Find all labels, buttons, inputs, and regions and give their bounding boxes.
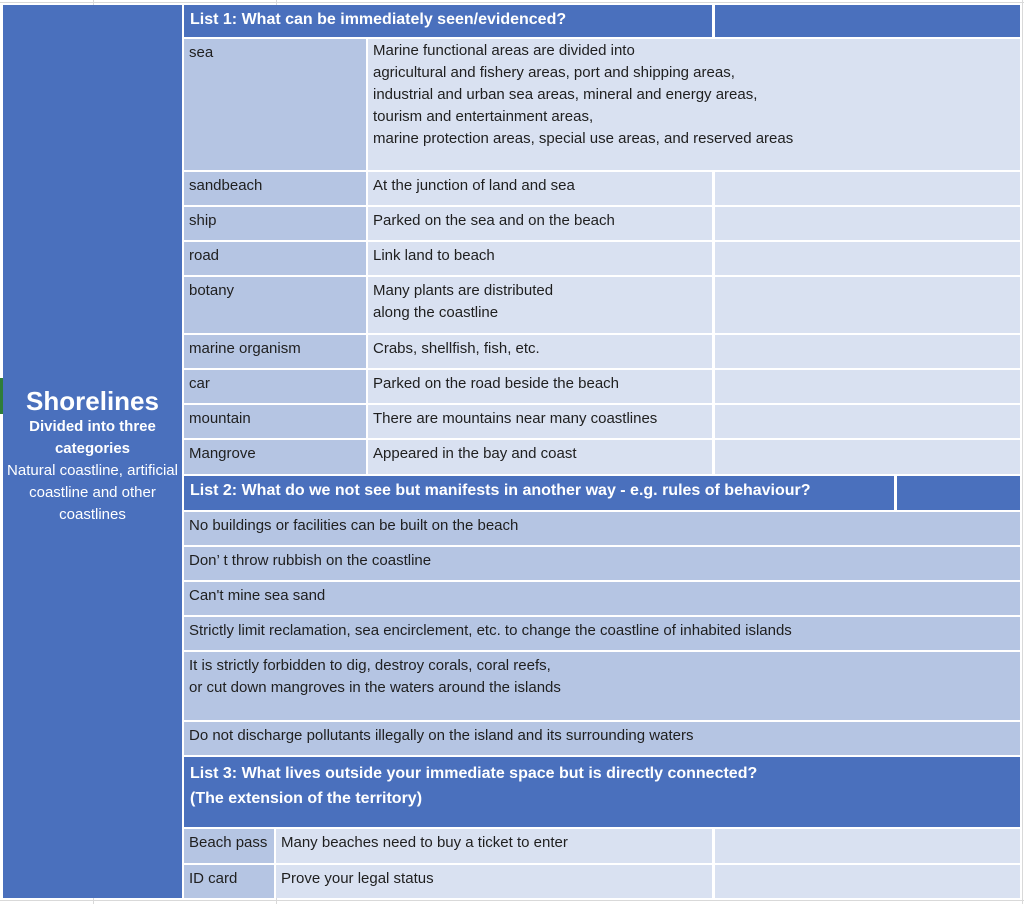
list1-description[interactable]: Marine functional areas are divided into agricultural and fishery areas, port and shipping areas, industrial and urban sea areas, mineral and energy areas, tourism and entertainment areas, marine protection areas, special use areas, and reserved areas (368, 39, 1020, 170)
list3-item[interactable]: Beach pass (184, 829, 274, 863)
list1-description[interactable]: Crabs, shellfish, fish, etc. (368, 335, 712, 368)
list1-description[interactable]: At the junction of land and sea (368, 172, 712, 205)
list2-rule[interactable]: Do not discharge pollutants illegally on the island and its surrounding waters (184, 722, 1020, 755)
shorelines-panel[interactable] (3, 5, 182, 898)
list1-item[interactable]: mountain (184, 405, 366, 438)
list1-empty-cell[interactable] (715, 405, 1020, 438)
list1-item[interactable]: botany (184, 277, 366, 333)
list2-rule[interactable]: Don’ t throw rubbish on the coastline (184, 547, 1020, 580)
list1-item[interactable]: sandbeach (184, 172, 366, 205)
list1-empty-cell[interactable] (715, 277, 1020, 333)
shorelines-title: Shorelines (26, 385, 159, 416)
list1-empty-cell[interactable] (715, 242, 1020, 275)
list1-description[interactable]: Appeared in the bay and coast (368, 440, 712, 474)
list1-description[interactable]: Parked on the road beside the beach (368, 370, 712, 403)
list3-header[interactable]: List 3: What lives outside your immediate space but is directly connected? (The extension of the territory) (184, 757, 1020, 827)
list1-item[interactable]: Mangrove (184, 440, 366, 474)
list1-description[interactable]: Parked on the sea and on the beach (368, 207, 712, 240)
gridline (0, 2, 1024, 3)
list1-empty-cell[interactable] (715, 172, 1020, 205)
list1-item[interactable]: car (184, 370, 366, 403)
list3-empty-cell[interactable] (715, 829, 1020, 863)
list1-description[interactable]: There are mountains near many coastlines (368, 405, 712, 438)
list1-empty-cell[interactable] (715, 440, 1020, 474)
list1-header[interactable]: List 1: What can be immediately seen/evidenced? (184, 5, 712, 37)
list3-empty-cell[interactable] (715, 865, 1020, 898)
list2-rule[interactable]: Strictly limit reclamation, sea encirclement, etc. to change the coastline of inhabited islands (184, 617, 1020, 650)
list1-description[interactable]: Many plants are distributed along the coastline (368, 277, 712, 333)
list3-description[interactable]: Many beaches need to buy a ticket to enter (276, 829, 712, 863)
gridline (93, 898, 94, 904)
list2-rule[interactable]: No buildings or facilities can be built on the beach (184, 512, 1020, 545)
gridline (276, 898, 277, 904)
list1-item[interactable]: road (184, 242, 366, 275)
list1-item[interactable]: marine organism (184, 335, 366, 368)
list1-empty-cell[interactable] (715, 335, 1020, 368)
gridline (1022, 0, 1023, 904)
list2-header[interactable]: List 2: What do we not see but manifests in another way - e.g. rules of behaviour? (184, 476, 894, 510)
list2-rule[interactable]: It is strictly forbidden to dig, destroy corals, coral reefs, or cut down mangroves in the waters around the islands (184, 652, 1020, 720)
list2-rule[interactable]: Can't mine sea sand (184, 582, 1020, 615)
list1-item[interactable]: sea (184, 39, 366, 170)
list1-empty-cell[interactable] (715, 207, 1020, 240)
list2-header-empty-cell[interactable] (897, 476, 1020, 510)
list1-description[interactable]: Link land to beach (368, 242, 712, 275)
list1-item[interactable]: ship (184, 207, 366, 240)
list1-header-empty-cell[interactable] (715, 5, 1020, 37)
list1-empty-cell[interactable] (715, 370, 1020, 403)
gridline (0, 900, 1024, 901)
shorelines-subtitle: Divided into three categories (29, 417, 156, 457)
list3-item[interactable]: ID card (184, 865, 274, 898)
list3-description[interactable]: Prove your legal status (276, 865, 712, 898)
shorelines-description: Natural coastline, artificial coastline and other coastlines (7, 461, 178, 523)
